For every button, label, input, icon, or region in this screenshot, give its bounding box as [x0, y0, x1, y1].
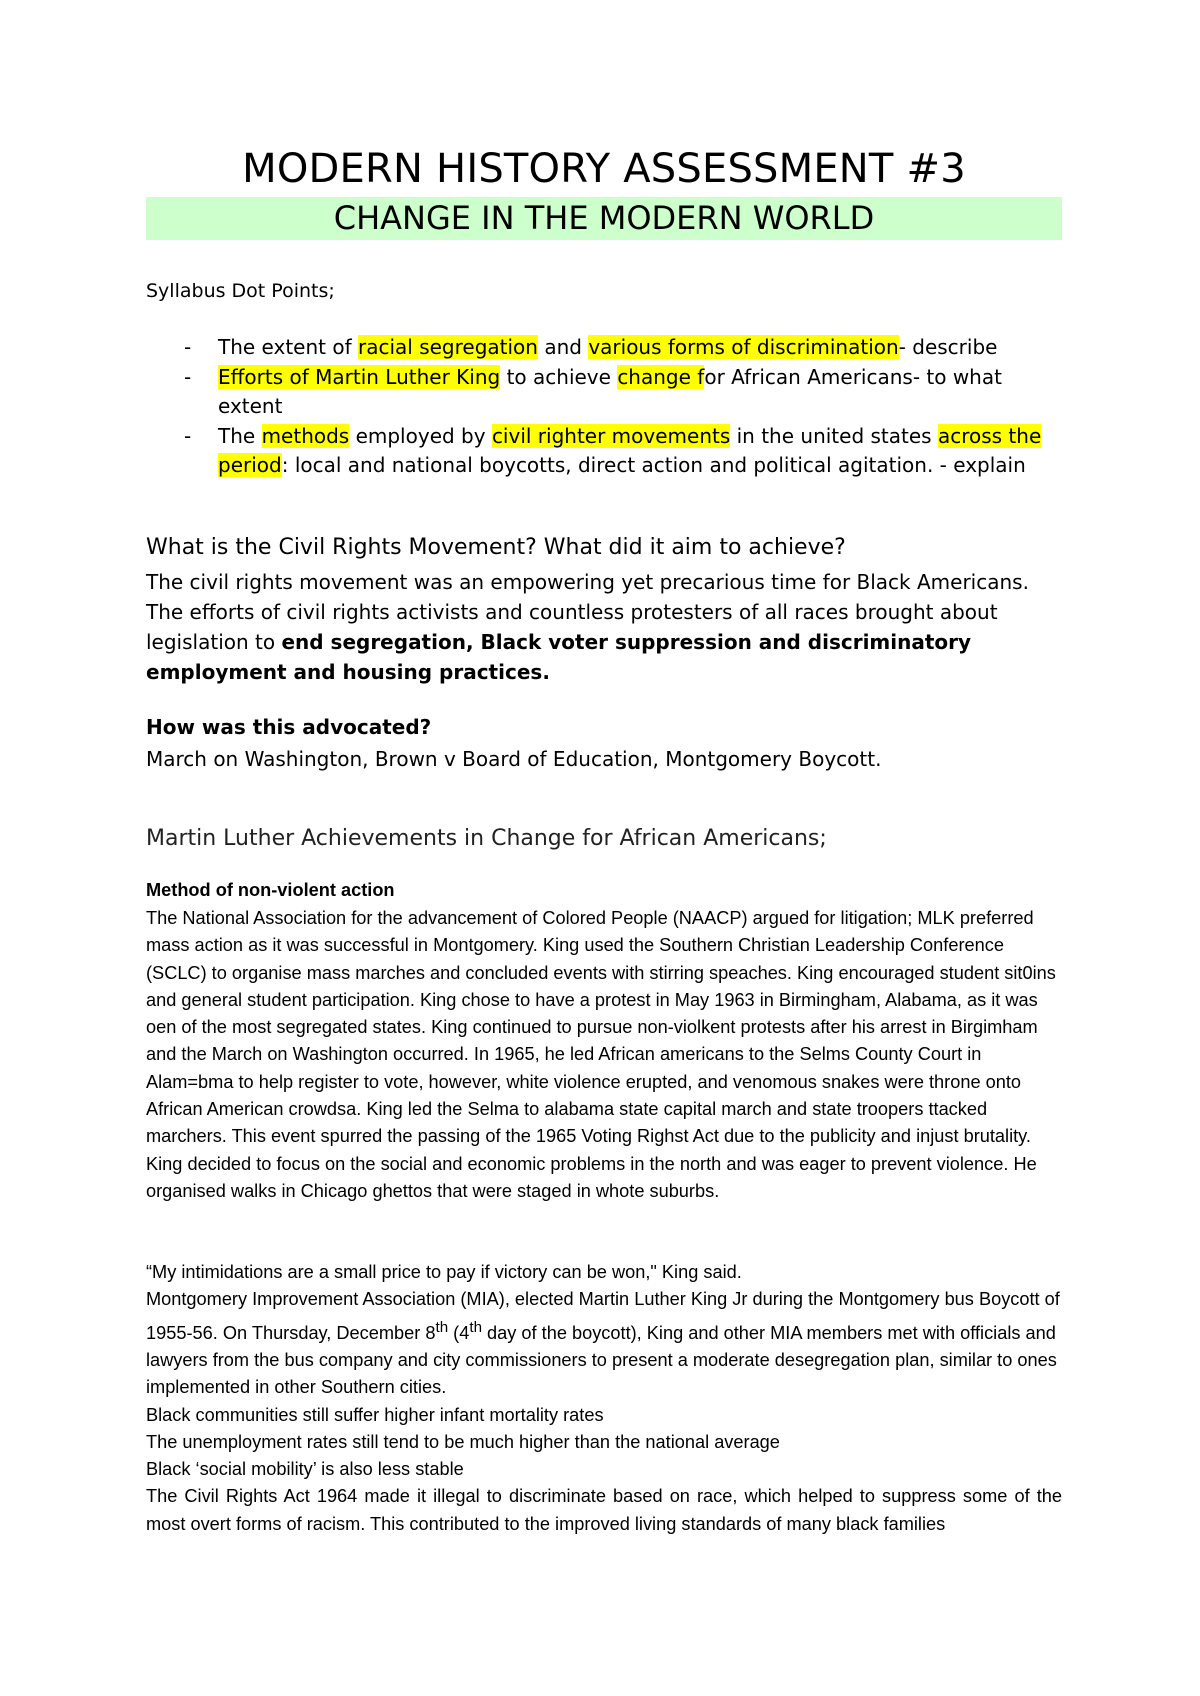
mia-paragraph: [146, 1286, 1062, 1401]
method-paragraph: The National Association for the advancement of Colored People (NAACP) argued for litigation; MLK preferred mass action as it was successful in Montgomery. King used the Southern Christian Leadership Conference (SCLC) to organise mass marches and concluded events with stirring speaches. King encouraged student sit0ins and general student participation. King chose to have a protest in May 1963 in Birmingham, Alabama, as it was oen of the most segregated states. King continued to pursue non-violkent protests after his arrest in Birgimham and the March on Washington occurred. In 1965, he led African americans to the Selms County Court in Alam=bma to help register to vote, however, white violence erupted, and venomous snakes were throne onto African American crowdsa. King led the Selma to alabama state capital march and state troopers ttacked marchers. This event spurred the passing of the 1965 Voting Righst Act due to the publicity and injust brutality. King decided to focus on the social and economic problems in the north and was eager to prevent violence. He organised walks in Chicago ghettos that were staged in whote suburbs.: [146, 908, 1056, 1201]
syllabus-list: [146, 333, 1062, 481]
highlighted-text: across the period: [218, 423, 1042, 477]
superscript: th: [469, 1318, 482, 1336]
list-item: [146, 363, 1062, 422]
list-dash: -: [184, 423, 192, 448]
document-subtitle: CHANGE IN THE MODERN WORLD: [146, 197, 1062, 240]
text-run: The civil rights movement was an empowering yet precarious time for Black Americans. The efforts of civil rights activists and countless protesters of all races brought about legislation to: [146, 570, 1029, 654]
list-item: [146, 422, 1062, 481]
highlighted-text: change f: [617, 364, 705, 389]
list-dash: -: [184, 364, 192, 389]
text-run: to achieve: [500, 364, 618, 389]
highlighted-text: methods: [261, 423, 350, 448]
highlighted-text: racial segregation: [358, 335, 538, 359]
highlighted-text: civil righter movements: [491, 423, 731, 448]
list-dash: -: [184, 335, 192, 359]
quote-block: [146, 1259, 1062, 1538]
text-run: (4: [448, 1322, 470, 1343]
civil-rights-act-paragraph: The Civil Rights Act 1964 made it illegal to discriminate based on race, which helped to suppress some of the most overt forms of racism. This contributed to the improved living standards of many black families: [146, 1486, 1062, 1534]
unemployment-line: The unemployment rates still tend to be much higher than the national average: [146, 1431, 780, 1452]
section-heading-mlk: Martin Luther Achievements in Change for African Americans;: [146, 826, 827, 851]
text-run: in the united states: [730, 423, 938, 448]
method-heading: Method of non-violent action: [146, 880, 395, 900]
section-heading-advocated: How was this advocated?: [146, 715, 432, 739]
text-run: The extent of: [218, 335, 358, 359]
text-run: employed by: [349, 423, 492, 448]
text-run: Montgomery Improvement Association (MIA), elected Martin Luther King Jr during the Montgomery bus Boycott of 1955-56. On Thursday, December 8: [146, 1289, 1060, 1343]
superscript: th: [435, 1318, 449, 1336]
text-run: and: [537, 335, 589, 359]
highlighted-text: Efforts of Martin Luther King: [218, 364, 501, 389]
mortality-line: Black communities still suffer higher infant mortality rates: [146, 1404, 604, 1425]
mobility-line: Black ‘social mobility’ is also less stable: [146, 1459, 464, 1480]
text-run: : local and national boycotts, direct action and political agitation. - explain: [281, 453, 1026, 477]
bold-text: .: [542, 660, 550, 684]
section-heading-civil-rights: What is the Civil Rights Movement? What did it aim to achieve?: [146, 535, 846, 560]
document-title: MODERN HISTORY ASSESSMENT #3: [242, 146, 966, 192]
bold-text: end segregation, Black voter suppression and discriminatory employment and housing practices: [146, 630, 972, 684]
text-run: or African Americans- to what extent: [218, 364, 1002, 418]
syllabus-label: Syllabus Dot Points;: [146, 280, 335, 302]
advocated-text: March on Washington, Brown v Board of Education, Montgomery Boycott.: [146, 747, 882, 771]
highlighted-text: various forms of discrimination: [588, 335, 899, 359]
text-run: day of the boycott), King and other MIA members met with officials and lawyers from the bus company and city commissioners to present a moderate desegregation plan, similar to ones implemented in other Southern cities.: [146, 1322, 1057, 1398]
list-item: [146, 333, 1062, 363]
quote-text: “My intimidations are a small price to pay if victory can be won," King said.: [146, 1262, 742, 1282]
intro-paragraph: [146, 567, 1062, 687]
text-run: The: [218, 423, 262, 448]
text-run: - describe: [898, 335, 998, 359]
